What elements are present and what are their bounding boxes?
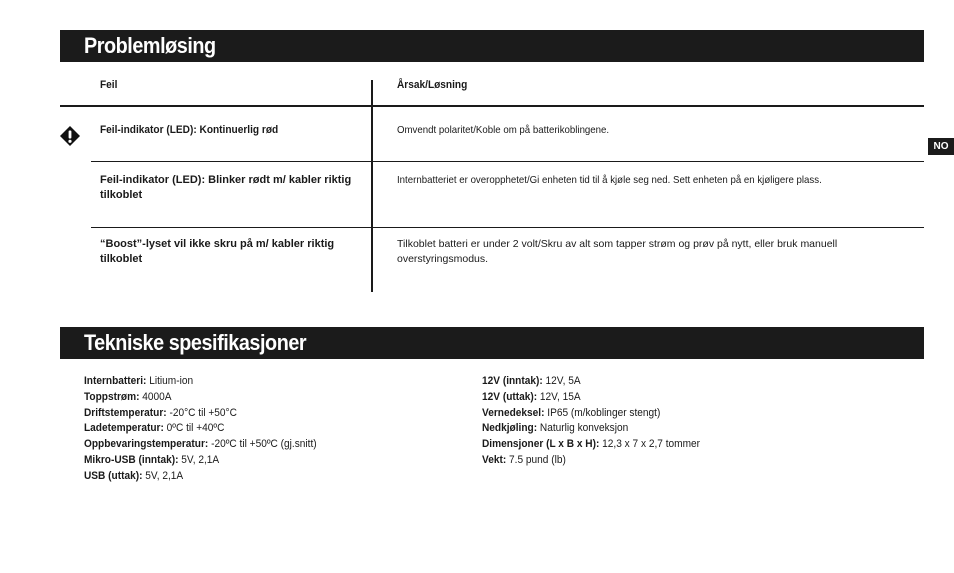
troubleshooting-title: Problemløsing: [84, 33, 216, 58]
spec-item: Vernedeksel: IP65 (m/koblinger stengt): [482, 406, 661, 419]
spec-item: 12V (uttak): 12V, 15A: [482, 390, 581, 403]
spec-item: Vekt: 7.5 pund (lb): [482, 453, 566, 466]
language-tag: NO: [928, 138, 954, 155]
spec-item: Dimensjoner (L x B x H): 12,3 x 7 x 2,7 tommer: [482, 438, 701, 451]
table-row-cause: Omvendt polaritet/Koble om på batterikoblingene.: [397, 124, 610, 136]
specs-list-left: [84, 374, 337, 485]
header-rule: [60, 105, 924, 107]
specs-header-bar: [60, 327, 924, 359]
column-header-cause: Årsak/Løsning: [397, 79, 468, 91]
table-row-fault: “Boost”-lyset vil ikke skru på m/ kabler riktig tilkoblet: [100, 238, 335, 265]
column-header-fault: Feil: [100, 79, 118, 91]
spec-item: 12V (inntak): 12V, 5A: [482, 375, 581, 387]
table-row-fault: Feil-indikator (LED): Blinker rødt m/ kabler riktig tilkoblet: [100, 174, 352, 201]
column-divider: [371, 80, 373, 292]
spec-item: USB (uttak): 5V, 2,1A: [84, 469, 184, 482]
specs-list-right: [482, 374, 719, 469]
spec-item: Driftstemperatur: -20°C til +50°C: [84, 406, 237, 419]
row-divider: [91, 227, 924, 228]
spec-item: Nedkjøling: Naturlig konveksjon: [482, 422, 629, 435]
table-row-cause: Tilkoblet batteri er under 2 volt/Skru av alt som tapper strøm og prøv på nytt, eller bruk manuell overstyringsmodus.: [397, 238, 838, 265]
warning-diamond-icon: [59, 125, 81, 147]
spec-item: Ladetemperatur: 0ºC til +40ºC: [84, 422, 225, 435]
table-row-fault: Feil-indikator (LED): Kontinuerlig rød: [100, 124, 279, 136]
table-row-cause: Internbatteriet er overopphetet/Gi enheten tid til å kjøle seg ned. Sett enheten på en kjøligere plass.: [397, 174, 822, 186]
spec-item: Oppbevaringstemperatur: -20ºC til +50ºC (gj.snitt): [84, 438, 317, 451]
spec-item: Internbatteri: Litium-ion: [84, 375, 194, 387]
row-divider: [91, 161, 924, 162]
troubleshooting-header-bar: [60, 30, 924, 62]
specs-title: Tekniske spesifikasjoner: [84, 330, 307, 355]
spec-item: Toppstrøm: 4000A: [84, 390, 172, 403]
spec-item: Mikro-USB (inntak): 5V, 2,1A: [84, 453, 220, 466]
